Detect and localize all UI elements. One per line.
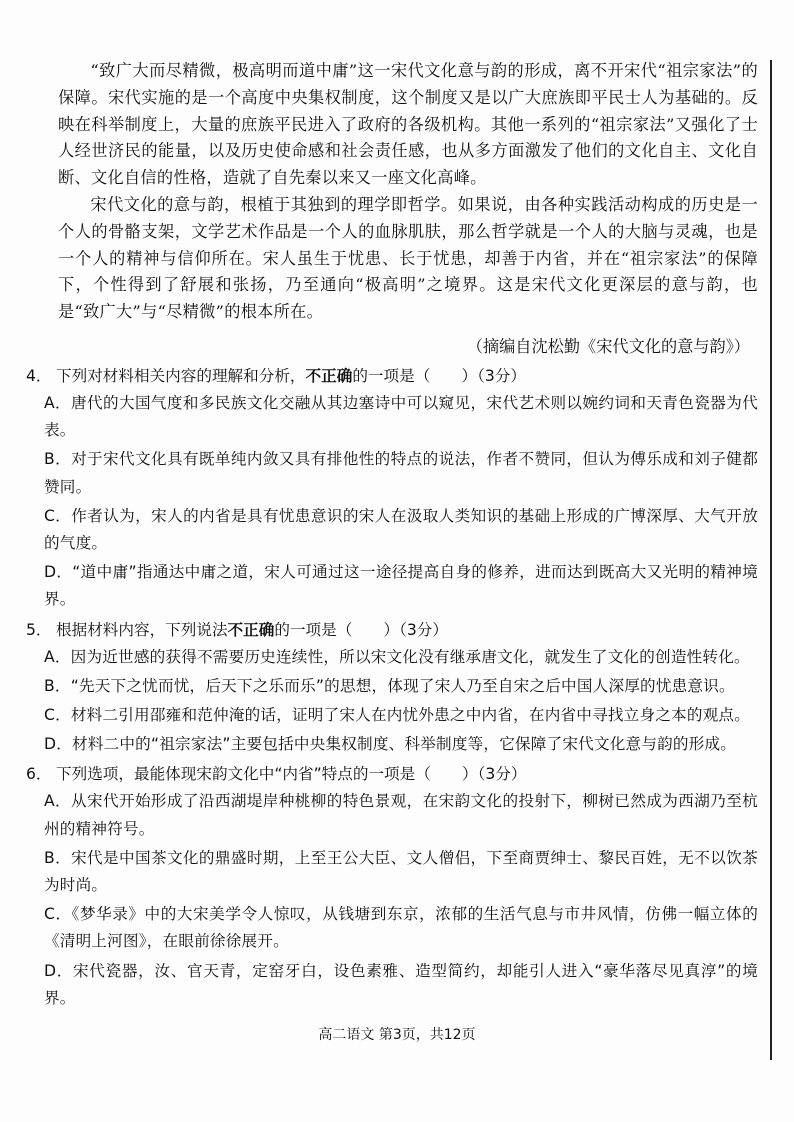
question-5-stem [26,618,758,643]
question-6-stem-text: 下列选项，最能体现宋韵文化中“内省”特点的一项是（ ）（3分） [56,765,527,784]
question-5-option-b: B．“先天下之忧而忧，后天下之乐而乐”的思想，体现了宋人乃至自宋之后中国人深厚的忧患意识。 [44,676,735,695]
question-6-option-a: A．从宋代开始形成了沿西湖堤岸种桃柳的特色景观，在宋韵文化的投射下，柳树已然成为西湖乃至杭州的精神符号。 [44,792,758,838]
question-4-option-d: D．“道中庸”指通达中庸之道，宋人可通过这一途径提高自身的修养，进而达到既高大又光明的精神境界。 [44,563,758,609]
question-4-option-b: B．对于宋代文化具有既单纯内敛又具有排他性的特点的说法，作者不赞同，但认为傅乐成和刘子健都赞同。 [44,450,758,496]
question-4-option-a: A．唐代的大国气度和多民族文化交融从其边塞诗中可以窥见，宋代艺术则以婉约词和天青色瓷器为代表。 [44,393,758,440]
question-6 [26,762,758,1012]
question-6-option-b: B．宋代是中国茶文化的鼎盛时期，上至王公大臣、文人僧侣，下至商贾绅士、黎民百姓，无不以饮茶为时尚。 [44,848,758,895]
question-6-number: 6． [26,765,52,784]
question-6-option-c: C．《梦华录》中的大宋美学令人惊叹，从钱塘到东京，浓郁的生活气息与市井风情，仿佛一幅立体的《清明上河图》，在眼前徐徐展开。 [44,905,758,951]
question-5-option-d: D．材料二中的“祖宗家法”主要包括中央集权制度、科举制度等，它保障了宋代文化意与韵的形成。 [44,735,737,754]
question-5-stem-text: 根据材料内容，下列说法 [56,620,228,639]
question-4 [26,364,758,614]
question-4-stem-text: 下列对材料相关内容的理解和分析， [56,366,306,385]
question-6-stem [26,762,758,787]
question-4-stem-tail: 的一项是（ ）（3分） [352,366,526,385]
question-4-stem [26,364,758,389]
question-5-emphasis: 不正确 [227,620,275,639]
right-margin-rule [770,60,772,1060]
question-5-option-c: C．材料二引用邵雍和范仲淹的话，证明了宋人在内忧外患之中内省，在内省中寻找立身之本的观点。 [44,706,751,724]
passage-source: （摘编自沈松勤《宋代文化的意与韵》） [466,336,750,356]
question-5 [26,618,758,759]
question-4-emphasis: 不正确 [305,366,353,385]
question-4-number: 4． [26,366,52,385]
question-5-option-a: A．因为近世感的获得不需要历史连续性，所以宋文化没有继承唐文化，就发生了文化的创造性转化。 [44,647,750,666]
question-6-option-d: D．宋代瓷器，汝、官天青，定窑牙白，设色素雅、造型简约，却能引人进入“豪华落尽见真淳”的境界。 [44,961,758,1007]
question-5-number: 5． [26,620,52,639]
question-5-stem-tail: 的一项是（ ）（3分） [274,620,448,639]
question-4-option-c: C．作者认为，宋人的内省是具有忧患意识的宋人在汲取人类知识的基础上形成的广博深厚、大气开放的气度。 [44,506,758,552]
passage-paragraph-2: 宋代文化的意与韵，根植于其独到的理学即哲学。如果说，由各种实践活动构成的历史是一个人的骨骼支架，文学艺术作品是一个人的血脉肌肤，那么哲学就是一个人的大脑与灵魂，也是一个人的精神与信仰所在。宋人虽生于忧患、长于忧患，却善于内省，并在“祖宗家法”的保障下，个性得到了舒展和张扬，乃至通向“极高明”之境界。这是宋代文化更深层的意与韵，也是“致广大”与“尽精微”的根本所在。 [58,194,758,322]
passage-paragraph-1: “致广大而尽精微，极高明而道中庸”这一宋代文化意与韵的形成，离不开宋代“祖宗家法”的保障。宋代实施的是一个高度中央集权制度，这个制度又是以广大庶族即平民士人为基础的。反映在科举制度上，大量的庶族平民进入了政府的各级机构。其他一系列的“祖宗家法”又强化了士人经世济民的能量，以及历史使命感和社会责任感，也从多方面激发了他们的文化自主、文化自断、文化自信的性格，造就了自先秦以来又一座文化高峰。 [58,61,758,188]
page-content [26,58,758,1014]
page-footer: 高二语文 第3页，共12页 [318,1027,476,1043]
